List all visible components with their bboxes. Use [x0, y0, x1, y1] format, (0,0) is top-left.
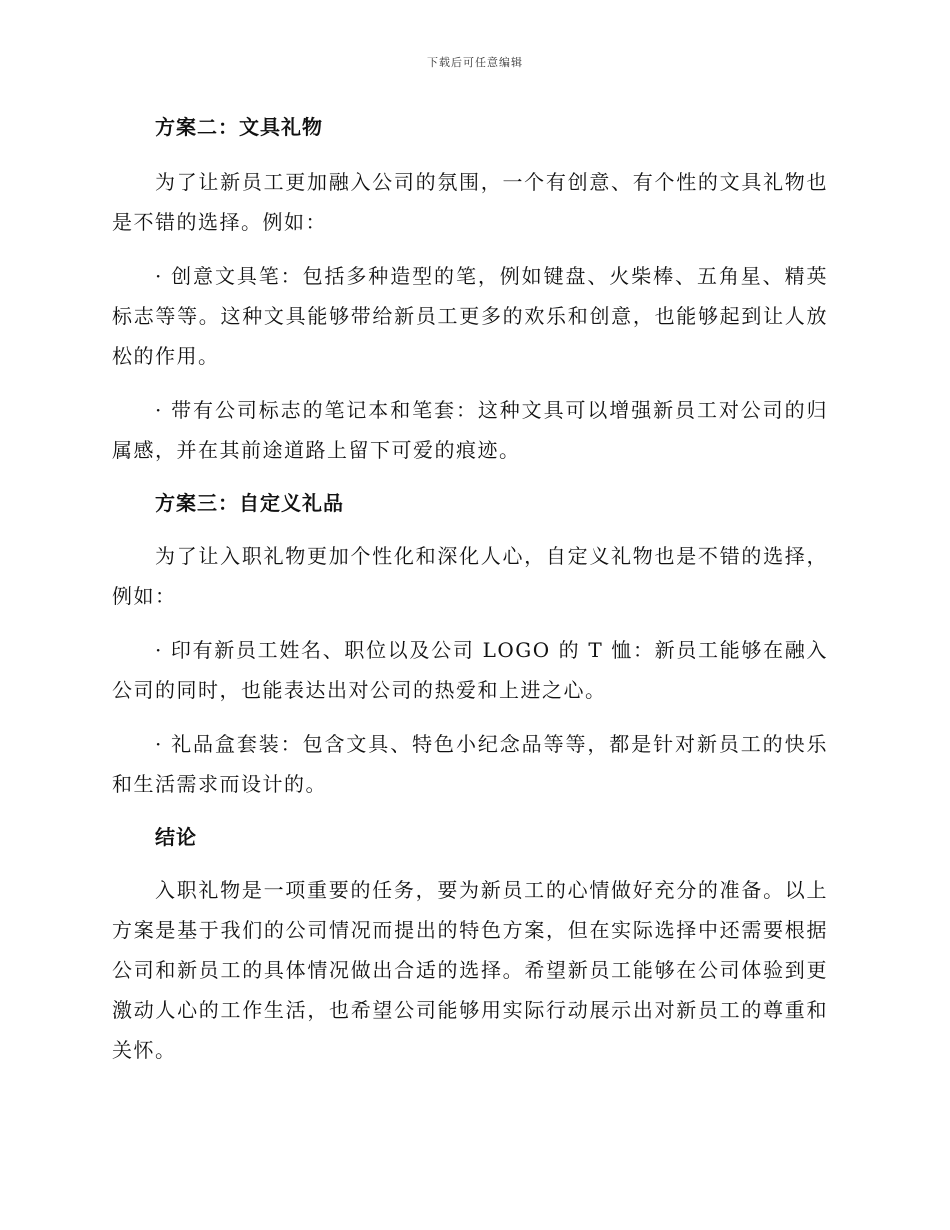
section-heading-conclusion: 结论 — [155, 825, 197, 849]
list-item-tshirt: · 印有新员工姓名、职位以及公司 LOGO 的 T 恤：新员工能够在融入公司的同时，也能表达出对公司的热爱和上进之心。 — [112, 638, 828, 702]
list-item-creative-pen: · 创意文具笔：包括多种造型的笔，例如键盘、火柴棒、五角星、精英标志等等。这种文具能够带给新员工更多的欢乐和创意，也能够起到让人放松的作用。 — [112, 264, 828, 368]
list-item-gift-box: · 礼品盒套装：包含文具、特色小纪念品等等，都是针对新员工的快乐和生活需求而设计的。 — [112, 732, 828, 796]
section-heading-plan-two: 方案二：文具礼物 — [155, 115, 323, 139]
document-body — [112, 112, 828, 1070]
page-header-note: 下载后可任意编辑 — [427, 56, 523, 69]
paragraph-plan-three-intro: 为了让入职礼物更加个性化和深化人心，自定义礼物也是不错的选择，例如： — [112, 544, 828, 608]
paragraph-conclusion: 入职礼物是一项重要的任务，要为新员工的心情做好充分的准备。以上方案是基于我们的公司情况而提出的特色方案，但在实际选择中还需要根据公司和新员工的具体情况做出合适的选择。希望新员工能够在公司体验到更激动人心的工作生活，也希望公司能够用实际行动展示出对新员工的尊重和关怀。 — [112, 878, 828, 1062]
section-heading-plan-three: 方案三：自定义礼品 — [155, 491, 344, 515]
paragraph-plan-two-intro: 为了让新员工更加融入公司的氛围，一个有创意、有个性的文具礼物也是不错的选择。例如： — [112, 170, 828, 234]
list-item-notebook: · 带有公司标志的笔记本和笔套：这种文具可以增强新员工对公司的归属感，并在其前途道路上留下可爱的痕迹。 — [112, 398, 828, 462]
